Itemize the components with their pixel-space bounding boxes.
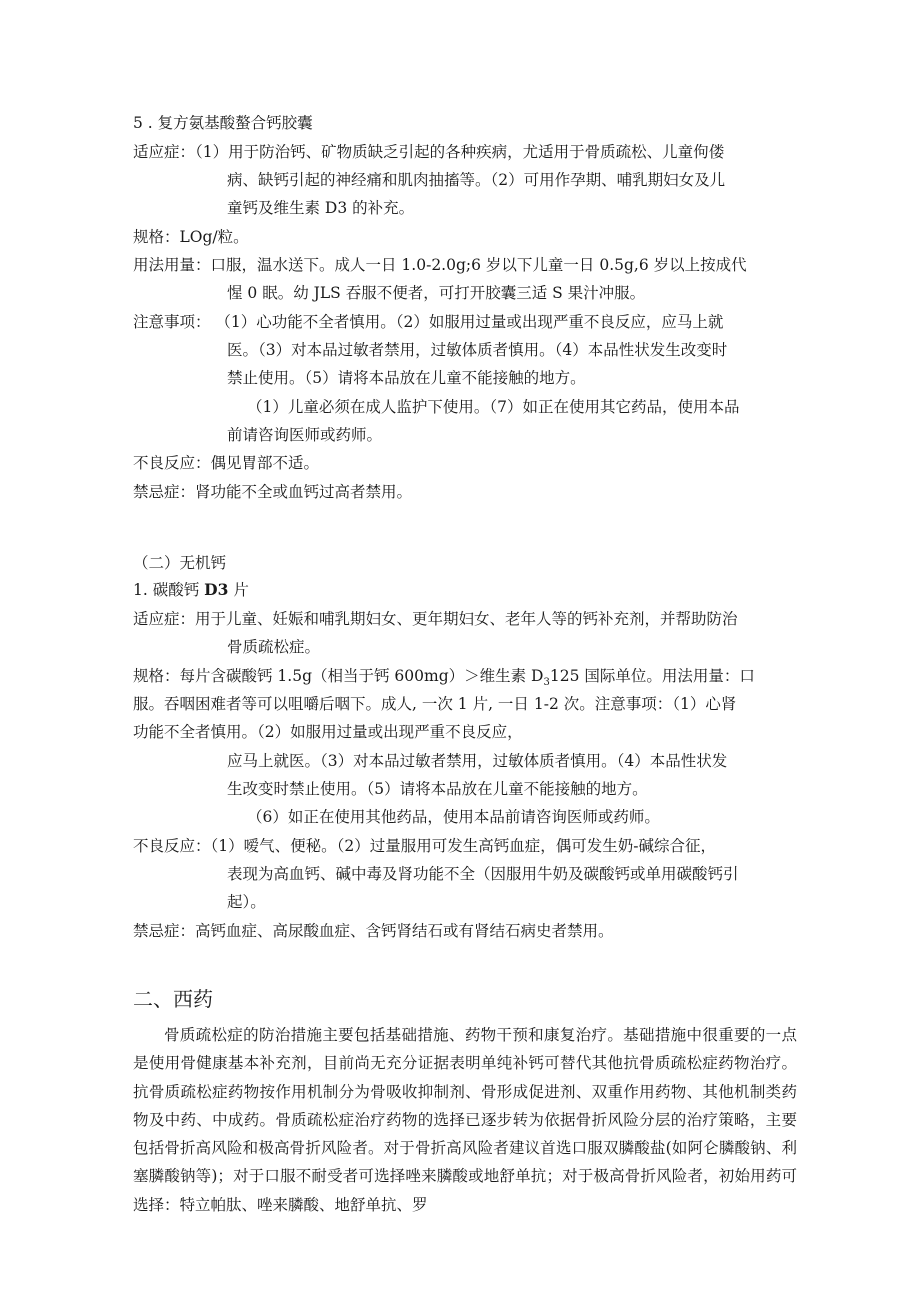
usage-line-1: 用法用量：口服，温水送下。成人一日 1.0-2.0g;6 岁以下儿童一日 0.5g,6 岁以上按成代 (133, 256, 747, 274)
section-2-title (133, 579, 249, 601)
title-bold: D3 (204, 580, 229, 599)
usage-line-3: 应马上就医。（3）对本品过敏者禁用，过敏体质者慎用。（4）本品性状发 (227, 752, 728, 770)
section-3-paragraph: 骨质疏松症的防治措施主要包括基础措施、药物干预和康复治疗。基础措施中很重要的一点是使用骨健康基本补充剂，目前尚无充分证据表明单纯补钙可替代其他抗骨质疏松症药物治疗。抗骨质疏松症药物按作用机制分为骨吸收抑制剂、骨形成促进剂、双重作用药物、其他机制类药物及中药、中成药。骨质疏松症治疗药物的选择已逐步转为依据骨折风险分层的治疗策略，主要包括骨折高风险和极高骨折风险者。对于骨折高风险者建议首选口服双膦酸盐(如阿仑膦酸钠、利塞膦酸钠等)；对于口服不耐受者可选择唑来膦酸或地舒单抗；对于极高骨折风险者，初始用药可选择：特立帕肽、唑来膦酸、地舒单抗、罗 (133, 1026, 797, 1214)
usage-line-1: 服。吞咽困难者等可以咀嚼后咽下。成人, 一次 1 片, 一日 1-2 次。注意事项：（1）心肾 (133, 695, 737, 713)
spec-line: 规格：LOg/粒。 (133, 228, 249, 246)
adverse-line-2: 表现为高血钙、碱中毒及肾功能不全（因服用牛奶及碳酸钙或单用碳酸钙引 (227, 865, 739, 883)
usage-line-4: 生改变时禁止使用。（5）请将本品放在儿童不能接触的地方。 (227, 780, 648, 798)
contra-line: 禁忌症：高钙血症、高尿酸血症、含钙肾结石或有肾结石病史者禁用。 (133, 922, 614, 940)
title-suffix: 片 (228, 581, 249, 599)
notes-line-2: 医。（3）对本品过敏者禁用，过敏体质者慎用。（4）本品性状发生改变时 (227, 341, 728, 359)
spec-pre: 规格：每片含碳酸钙 1.5g（相当于钙 600mg）＞维生素 D (133, 667, 544, 685)
usage-line-2: 惺 0 眠。幼 JLS 吞服不便者，可打开胶囊三适 S 果汁冲服。 (227, 284, 646, 302)
title-prefix: 1. 碳酸钙 (133, 581, 205, 599)
notes-line-1: 注意事项： （1）心功能不全者慎用。（2）如服用过量或出现严重不良反应，应马上就 (133, 313, 724, 331)
contra-line: 禁忌症：肾功能不全或血钙过高者禁用。 (133, 483, 413, 501)
indication-line-2: 病、缺钙引起的神经痛和肌肉抽搐等。（2）可用作孕期、哺乳期妇女及儿 (227, 171, 726, 189)
notes-line-4: （1）儿童必须在成人监护下使用。（7）如正在使用其它药品，使用本品 (247, 398, 740, 416)
indication-line-1: 适应症：（1）用于防治钙、矿物质缺乏引起的各种疾病，尤适用于骨质疏松、儿童佝偻 (133, 143, 725, 161)
indication-line-3: 童钙及维生素 D3 的补充。 (227, 199, 415, 217)
category-heading: （二）无机钙 (133, 554, 227, 572)
notes-line-5: 前请咨询医师或药师。 (227, 426, 383, 444)
spec-post: 125 国际单位。用法用量：口 (549, 667, 755, 685)
usage-line-2: 功能不全者慎用。（2）如服用过量或出现严重不良反应， (133, 723, 523, 741)
indication-line-2: 骨质疏松症。 (227, 638, 321, 656)
section-3-heading: 二、西药 (133, 987, 213, 1011)
adverse-line: 不良反应：偶见胃部不适。 (133, 454, 320, 472)
usage-line-5: （6）如正在使用其他药品，使用本品前请咨询医师或药师。 (247, 808, 660, 826)
spec-line (133, 665, 755, 694)
indication-line-1: 适应症：用于儿童、妊娠和哺乳期妇女、更年期妇女、老年人等的钙补充剂，并帮助防治 (133, 610, 738, 628)
section-1-title: 5 . 复方氨基酸螯合钙胶囊 (133, 114, 313, 132)
spec-sub: 3 (543, 677, 550, 689)
notes-line-3: 禁止使用。（5）请将本品放在儿童不能接触的地方。 (227, 369, 586, 387)
adverse-line-3: 起）。 (227, 893, 266, 911)
adverse-line-1: 不良反应：（1）嗳气、便秘。（2）过量服用可发生高钙血症，偶可发生奶-碱综合征， (133, 837, 716, 855)
